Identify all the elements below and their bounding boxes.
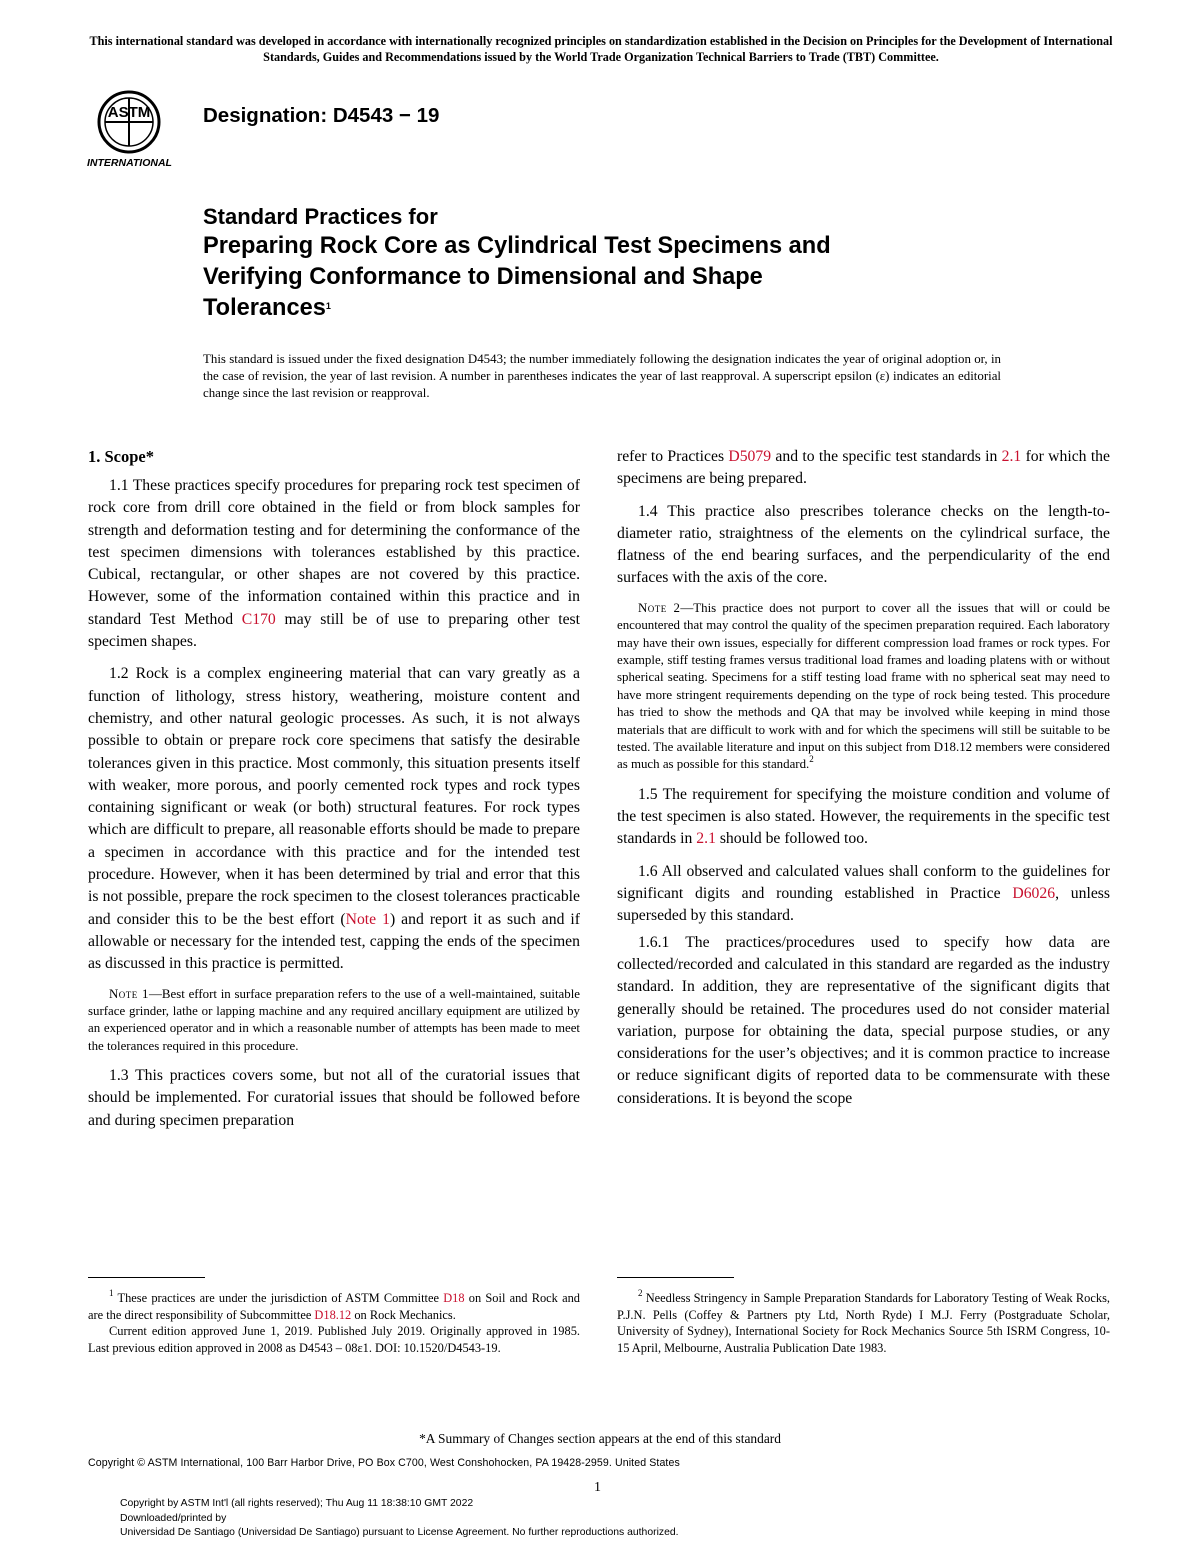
document-title [203, 203, 1103, 324]
link-d6026[interactable]: D6026 [1012, 885, 1056, 903]
footnote-rule-right [617, 1277, 734, 1278]
title-line-2: Preparing Rock Core as Cylindrical Test Specimens and [203, 233, 831, 259]
download-line-3: Universidad De Santiago (Universidad De Santiago) pursuant to License Agreement. No further reproductions authorized. [120, 1527, 679, 1539]
page-number: 1 [594, 1480, 601, 1495]
issued-note: This standard is issued under the fixed designation D4543; the number immediately following the designation indicates the year of original adoption or, in the case of revision, the year of last revision. A number in parentheses indicates the year of last reapproval. A superscript epsilon (ε) indicates an editorial change since the last revision or reapproval. [203, 352, 1001, 400]
footnote-ref-2: 2 [809, 754, 814, 765]
download-line-2: Downloaded/printed by [120, 1512, 227, 1524]
designation: Designation: D4543 − 19 [203, 104, 440, 127]
summary-of-changes-note: *A Summary of Changes section appears at the end of this standard [419, 1431, 781, 1446]
paragraph-1-6: 1.6 All observed and calculated values shall conform to the guidelines for significant digits and rounding established in Practice D6026, unless superseded by this standard. [617, 862, 1111, 925]
footnote-1-text: $^1$ These practices are under the jurisdiction of ASTM Committee D18 on Soil and Rock and are the direct responsibility of Subcommittee D18.12 on Rock Mechanics. [88, 1288, 580, 1322]
left-column [88, 446, 580, 1142]
link-d18-12[interactable]: D18.12 [314, 1307, 352, 1322]
footnote-1-edition: Current edition approved June 1, 2019. Published July 2019. Originally approved in 1985. Last previous edition approved in 2008 as D4543 – 08ε1. DOI: 10.1520/D4543-19. [88, 1324, 580, 1356]
paragraph-1-3-continued: refer to Practices D5079 and to the specific test standards in 2.1 for which the specimens are being prepared. [617, 448, 1110, 488]
logo-subtext: INTERNATIONAL [87, 157, 172, 169]
copyright-line: Copyright © ASTM International, 100 Barr Harbor Drive, PO Box C700, West Conshohocken, PA 19428-2959. United States [88, 1457, 680, 1469]
note-1: Note 1—Best effort in surface preparation refers to the use of a well-maintained, suitable surface grinder, lathe or lapping machine and any required ancillary equipment are utilized by an experienced operator and in which a reasonable number of attempts has been made to meet the tolerances required in this procedure. [88, 986, 580, 1053]
download-line-1: Copyright by ASTM Int'l (all rights reserved); Thu Aug 11 18:38:10 GMT 2022 [120, 1498, 474, 1509]
link-note-1[interactable]: Note 1 [345, 910, 390, 928]
astm-logo [85, 86, 197, 172]
astm-logo-icon [85, 86, 197, 172]
link-d5079[interactable]: D5079 [728, 448, 772, 465]
footnote-2 [617, 1290, 1110, 1357]
note-2: Note 2—This practice does not purport to cover all the issues that will or could be encountered that may control the quality of the specimen preparation required. Each laboratory may have their own issues, especially for different compression load frames or rock types. For example, stiff testing frames versus traditional load frames and loading platens with or without spherical seating. Specimens for a stiff testing load frame with no spherical seat may need to have more stringent requirements depending on the type of rock being tested. This procedure has tried to show the methods and QA that may be involved while keeping in mind those materials that are difficult to work with and for which the specimens will still be suitable to be tested. The available literature and input on this subject from D18.12 members were considered as much as possible for this standard.$^2$ [617, 600, 1110, 772]
link-d18[interactable]: D18 [443, 1291, 465, 1305]
link-c170[interactable]: C170 [241, 610, 276, 628]
link-section-2-1-b[interactable]: 2.1 [696, 830, 716, 848]
title-footnote-ref: 1 [325, 301, 331, 311]
title-line-1: Standard Practices for [203, 204, 438, 229]
paragraph-1-6-1: 1.6.1 The practices/procedures used to specify how data are collected/recorded and calculated in this standard are regarded as the industry standard. In addition, they are representative of the significant digits that generally should be retained. The procedures used do not consider material variation, purpose for obtaining the data, special purpose studies, or any considerations for the user’s objectives; and it is common practice to increase or reduce significant digits of reported data to be commensurate with these considerations. It is beyond the scope [617, 933, 1110, 1107]
top-notice: This international standard was developed in accordance with internationally recognized principles on standardization established in the Decision on Principles for the Development of International Standards, Guides and Recommendations issued by the World Trade Organization Technical Barriers to Trade (TBT) Committee. [89, 34, 1113, 64]
download-notice [120, 1497, 679, 1541]
link-section-2-1[interactable]: 2.1 [1001, 448, 1022, 465]
paragraph-1-1: 1.1 These practices specify procedures for preparing rock test specimen of rock core from drill core obtained in the field or from block samples for strength and deformation testing and for determining the conformance of the test specimen dimensions with tolerances established by this practice. Cubical, rectangular, or other shapes are not covered by this practice. However, some of the information contained within this practice and in standard Test Method C170 may still be of use to preparing other test specimen shapes. [88, 477, 580, 651]
paragraph-1-2: 1.2 Rock is a complex engineering material that can vary greatly as a function of lithology, stress history, weathering, moisture content and chemistry, and other natural geologic processes. As such, it is not always possible to obtain or prepare rock core specimens that satisfy the desirable tolerances given in this practice. Most commonly, this situation presents itself with weaker, more porous, and poorly cemented rock types and rock types containing significant or weak (or both) structural features. For rock types which are difficult to prepare, all reasonable efforts should be made to prepare a specimen in accordance with this practice and for the intended test procedure. However, when it has been determined by trial and error that this is not possible, prepare the rock specimen to the closest tolerances practicable and consider this to be the best effort (Note 1) and report it as such and if allowable or necessary for the intended test, capping the ends of the specimen as discussed in this practice is permitted. [88, 665, 581, 973]
footnote-rule-left [88, 1277, 205, 1278]
paragraph-1-4: 1.4 This practice also prescribes tolerance checks on the length-to-diameter ratio, straightness of the elements on the cylindrical surface, the flatness of the end bearing surfaces, and the perpendicularity of the end surfaces with the axis of the core. [617, 502, 1110, 587]
paragraph-1-3: 1.3 This practices covers some, but not all of the curatorial issues that should be implemented. For curatorial issues that should be followed before and during specimen preparation [88, 1067, 580, 1129]
footnote-2-text: $^2$ Needless Stringency in Sample Preparation Standards for Laboratory Testing of Weak Rocks, P.J.N. Pells (Coffey & Partners pty Ltd, North Ryde) I M.J. Ferry (Postgraduate Scholar, University of Sydney), International Society for Rock Mechanics Source 5th ISRM Congress, 10-15 April, Melbourne, Australia Publication Date 1983. [617, 1288, 1110, 1356]
footnote-1 [88, 1290, 580, 1357]
right-column [617, 446, 1110, 1120]
title-line-3: Verifying Conformance to Dimensional and Shape [203, 264, 763, 290]
logo-text: ASTM [107, 104, 151, 121]
title-line-4: Tolerances$^1$ [203, 295, 331, 321]
paragraph-1-5: 1.5 The requirement for specifying the moisture condition and volume of the test specimen is also stated. However, the requirements in the specific test standards in 2.1 should be followed too. [617, 785, 1110, 848]
section-heading-scope: 1. Scope* [88, 447, 154, 466]
